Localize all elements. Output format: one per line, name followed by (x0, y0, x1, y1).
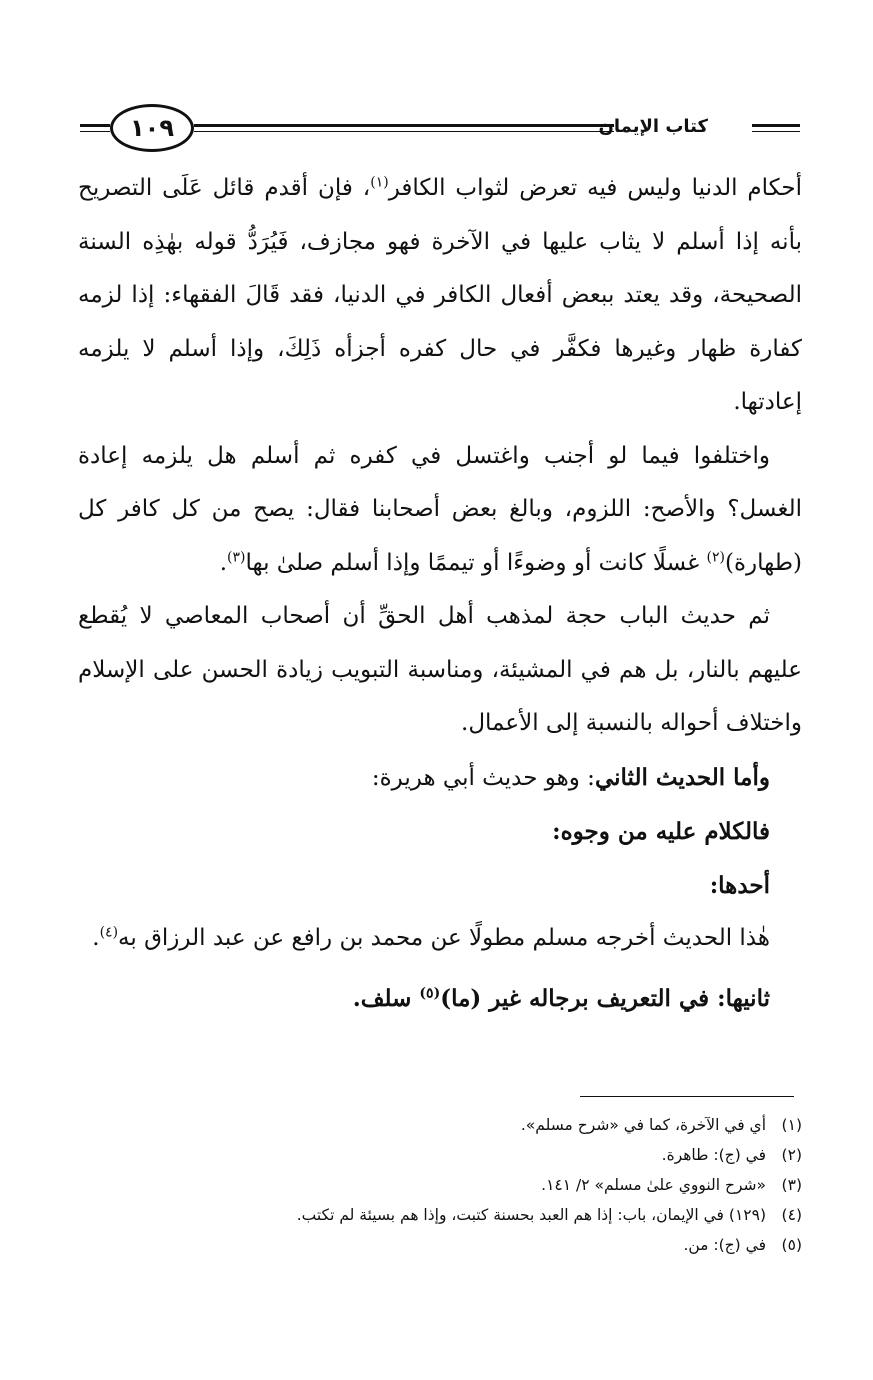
footnote-text: أي في الآخرة، كما في «شرح مسلم». (520, 1116, 766, 1134)
footnote-ref-5: (٥) (419, 984, 441, 1001)
footnote-number: (١) (781, 1116, 802, 1134)
paragraph-1-cont: ، فإن أقدم قائل عَلَى التصريح بأنه إذا أسلم لا يثاب عليها في الآخرة فهو مجازف، فَيُرَدُّ قوله بهٰذِه السنة الصحيحة، وقد يعتد ببعض أفعال الكافر في الدنيا، فقد قَالَ الفقهاء: إذا لزمه كفارة ظهار وغيرها فكفَّر في حال كفره أجزأه ذَلِكَ، وإذا أسلم لا يلزمه إعادتها. (78, 175, 802, 415)
paragraph-2-text: واختلفوا فيما لو أجنب واغتسل في كفره ثم أسلم هل يلزمه إعادة الغسل؟ والأصح: اللزوم، وبالغ بعض أصحابنا فقال: يصح من كل كافر كل (طهارة) (78, 442, 802, 576)
header-rule-left-thick (80, 124, 110, 127)
footnote-5 (78, 1230, 802, 1260)
header-rule-left-thin (80, 131, 110, 132)
paragraph-8-end: سلف. (352, 984, 420, 1012)
footnote-text: في (ج): من. (683, 1236, 766, 1254)
main-text (78, 162, 802, 1025)
footnote-ref-4: (٤) (99, 924, 119, 941)
paragraph-3: ثم حديث الباب حجة لمذهب أهل الحقِّ أن أصحاب المعاصي لا يُقطع عليهم بالنار، بل هم في المشيئة، ومناسبة التبويب زيادة الحسن على الإسلام واختلاف أحواله بالنسبة إلى الأعمال. (78, 603, 802, 736)
footnote-number: (٤) (781, 1206, 802, 1224)
footnote-text: «شرح النووي علىٰ مسلم» ٢/ ١٤١. (541, 1176, 766, 1194)
footnote-ref-1: (١) (370, 174, 389, 191)
header-rule-right-thin (752, 131, 800, 132)
paragraph-2-end: . (219, 549, 227, 576)
footnote-number: (٥) (781, 1236, 802, 1254)
paragraph-2 (78, 430, 802, 591)
footnote-4 (78, 1200, 802, 1230)
footnotes (78, 1110, 802, 1260)
paragraph-7 (78, 912, 802, 966)
footnote-number: (٣) (781, 1176, 802, 1194)
footnote-text: في (ج): طاهرة. (661, 1146, 766, 1164)
paragraph-6: أحدها: (709, 871, 770, 899)
second-hadith-text: : وهو حديث أبي هريرة: (371, 764, 595, 791)
paragraph-4 (78, 751, 802, 806)
header-rule-right-thick (752, 124, 800, 127)
footnote-2 (78, 1140, 802, 1170)
paragraph-1 (78, 162, 802, 430)
footnote-text: (١٢٩) في الإيمان، باب: إذا هم العبد بحسنة كتبت، وإذا هم بسيئة لم تكتب. (296, 1206, 766, 1224)
footnote-separator (580, 1096, 794, 1097)
header-rule-center-thick (194, 124, 614, 127)
footnote-ref-2: (٢) (706, 548, 725, 565)
paragraph-5: فالكلام عليه من وجوه: (552, 818, 770, 845)
paragraph-2-cont: غسلًا كانت أو وضوءًا أو تيممًا وإذا أسلم صلىٰ بها (245, 549, 707, 576)
paragraph-8-text: : في التعريف برجاله غير (ما) (440, 984, 726, 1012)
footnote-ref-3: (٣) (227, 548, 246, 565)
second-aspect-heading: ثانيها (725, 984, 770, 1012)
paragraph-7-text: هٰذا الحديث أخرجه مسلم مطولًا عن محمد بن رافع عن عبد الرزاق به (118, 925, 770, 951)
page-number: ١٠٩ (110, 104, 194, 152)
page-header (80, 104, 800, 156)
footnote-1 (78, 1110, 802, 1140)
paragraph-8 (78, 972, 802, 1026)
running-title: كتاب الإيمان (598, 116, 708, 137)
footnote-3 (78, 1170, 802, 1200)
header-rule-center-thin (194, 131, 614, 132)
paragraph-1-text: أحكام الدنيا وليس فيه تعرض لثواب الكافر (388, 175, 802, 201)
paragraph-7-end: . (92, 925, 100, 951)
footnote-number: (٢) (781, 1146, 802, 1164)
second-hadith-heading: وأما الحديث الثاني (594, 763, 770, 791)
